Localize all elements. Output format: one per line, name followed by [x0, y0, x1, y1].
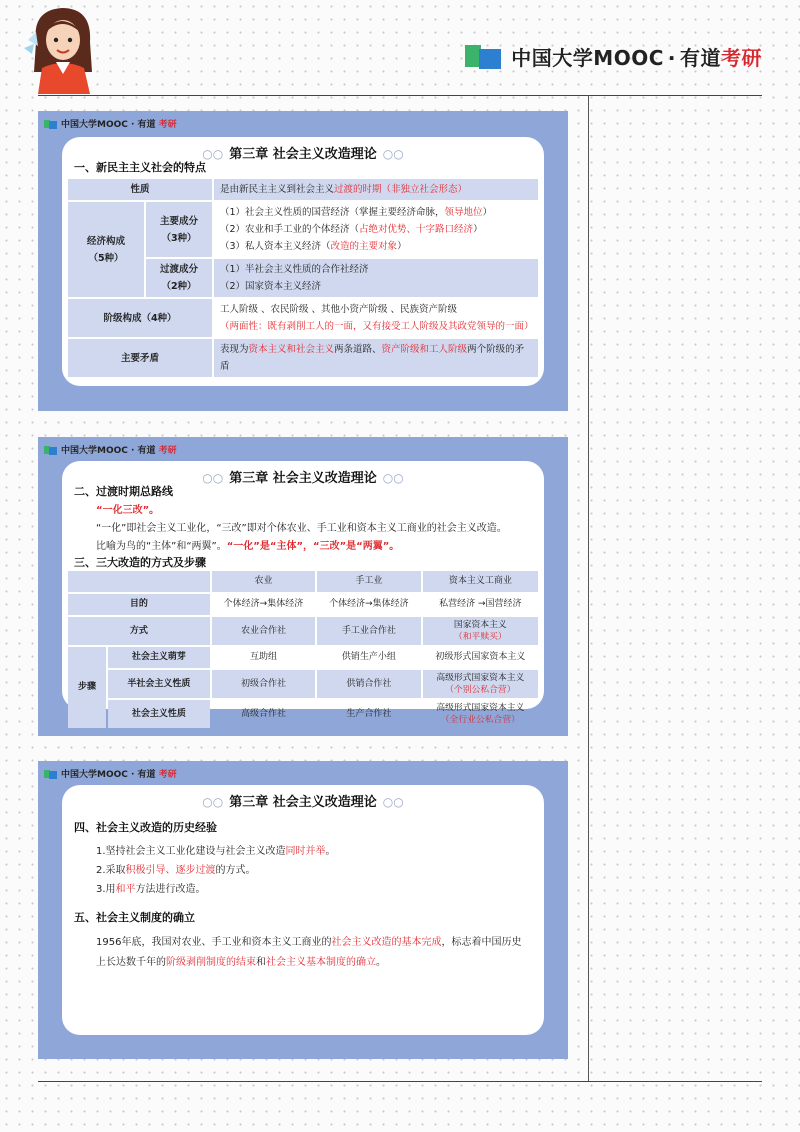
avatar [22, 2, 104, 94]
slide-2 [38, 437, 568, 736]
section-heading: 四、社会主义改造的历史经验 [74, 821, 217, 834]
paragraph: 1956年底，我国对农业、手工业和资本主义工商业的社会主义改造的基本完成，标志着中国历史 上长达数千年的阶级剥削制度的结束和社会主义基本制度的确立。 [96, 937, 522, 968]
table-row: 过渡成分 （2种） （1）半社会主义性质的合作社经济 （2）国家资本主义经济 [68, 259, 538, 297]
list-item: 2.采取积极引导、逐步过渡的方式。 [96, 865, 256, 876]
slide-1 [38, 111, 568, 411]
section-heading: 二、过渡时期总路线 [74, 485, 173, 498]
list-item: 1.坚持社会主义工业化建设与社会主义改造同时并举。 [96, 846, 336, 857]
table-row: 目的 个体经济→集体经济 个体经济→集体经济 私营经济 →国营经济 [68, 594, 538, 615]
mooc-logo-icon [44, 445, 58, 455]
table-header-row: 农业 手工业 资本主义工商业 [68, 571, 538, 592]
slide-card [62, 785, 544, 1035]
experience-list [96, 842, 336, 899]
notes-divider [588, 95, 589, 1082]
brand-text: 中国大学MOOC · 有道考研 [511, 45, 762, 70]
slide-title: ○○ 第三章 社会主义改造理论 ○○ [202, 795, 404, 810]
slide-3 [38, 761, 568, 1059]
table-row: 半社会主义性质 初级合作社 供销合作社 高级形式国家资本主义 （个别公私合营） [68, 670, 538, 698]
section-heading: 三、三大改造的方式及步骤 [74, 556, 206, 569]
table-row: 阶级构成（4种） 工人阶级 、农民阶级 、其他小资产阶级 、民族资产阶级 （两面性：既有剥削工人的一面，又有接受工人阶级及其政党领导的一面） [68, 299, 538, 337]
slide-card [62, 461, 544, 725]
slide-logo: 中国大学MOOC · 有道 考研 [44, 443, 177, 456]
slide-card [62, 137, 544, 386]
slide-title: ○○ 第三章 社会主义改造理论 ○○ [202, 147, 404, 162]
mooc-logo-icon [465, 41, 503, 71]
mooc-logo-icon [44, 769, 58, 779]
mooc-logo-icon [44, 119, 58, 129]
features-table [66, 177, 540, 379]
table-row: 社会主义性质 高级合作社 生产合作社 高级形式国家资本主义 （全行业公私合营） [68, 700, 538, 728]
header-divider [38, 95, 762, 96]
table-row: 方式 农业合作社 手工业合作社 国家资本主义 （和平赎买） [68, 617, 538, 645]
table-row: 性质 是由新民主主义到社会主义过渡的时期（非独立社会形态） [68, 179, 538, 200]
table-row: 主要矛盾 表现为资本主义和社会主义两条道路、资产阶级和工人阶级两个阶级的矛 盾 [68, 339, 538, 377]
section-heading: 五、社会主义制度的确立 [74, 911, 195, 924]
table-row: 步骤 社会主义萌芽 互助组 供销生产小组 初级形式国家资本主义 [68, 647, 538, 668]
list-item: 3.用和平方法进行改造。 [96, 884, 206, 895]
slogan-text: “一化三改”。 [96, 505, 160, 516]
slide-title: ○○ 第三章 社会主义改造理论 ○○ [202, 471, 404, 486]
reform-table [66, 569, 540, 730]
paragraph: “一化”即社会主义工业化，“三改”即对个体农业、手工业和资本主义工商业的社会主义改造。 [96, 523, 507, 534]
brand-logo [465, 38, 762, 74]
table-row: 经济构成 （5种） 主要成分 （3种） （1）社会主义性质的国营经济（掌握主要经济命脉，领导地位） （2）农业和手工业的个体经济（占绝对优势、十字路口经济） （3）私人资本主义经济（改造的主要对象） [68, 202, 538, 257]
section-heading: 一、新民主主义社会的特点 [74, 161, 206, 174]
paragraph: 比喻为鸟的“主体”和“两翼”。“一化”是“主体”，“三改”是“两翼”。 [96, 541, 400, 552]
slide-logo: 中国大学MOOC · 有道 考研 [44, 117, 177, 130]
slide-logo: 中国大学MOOC · 有道 考研 [44, 767, 177, 780]
footer-divider [38, 1081, 762, 1082]
